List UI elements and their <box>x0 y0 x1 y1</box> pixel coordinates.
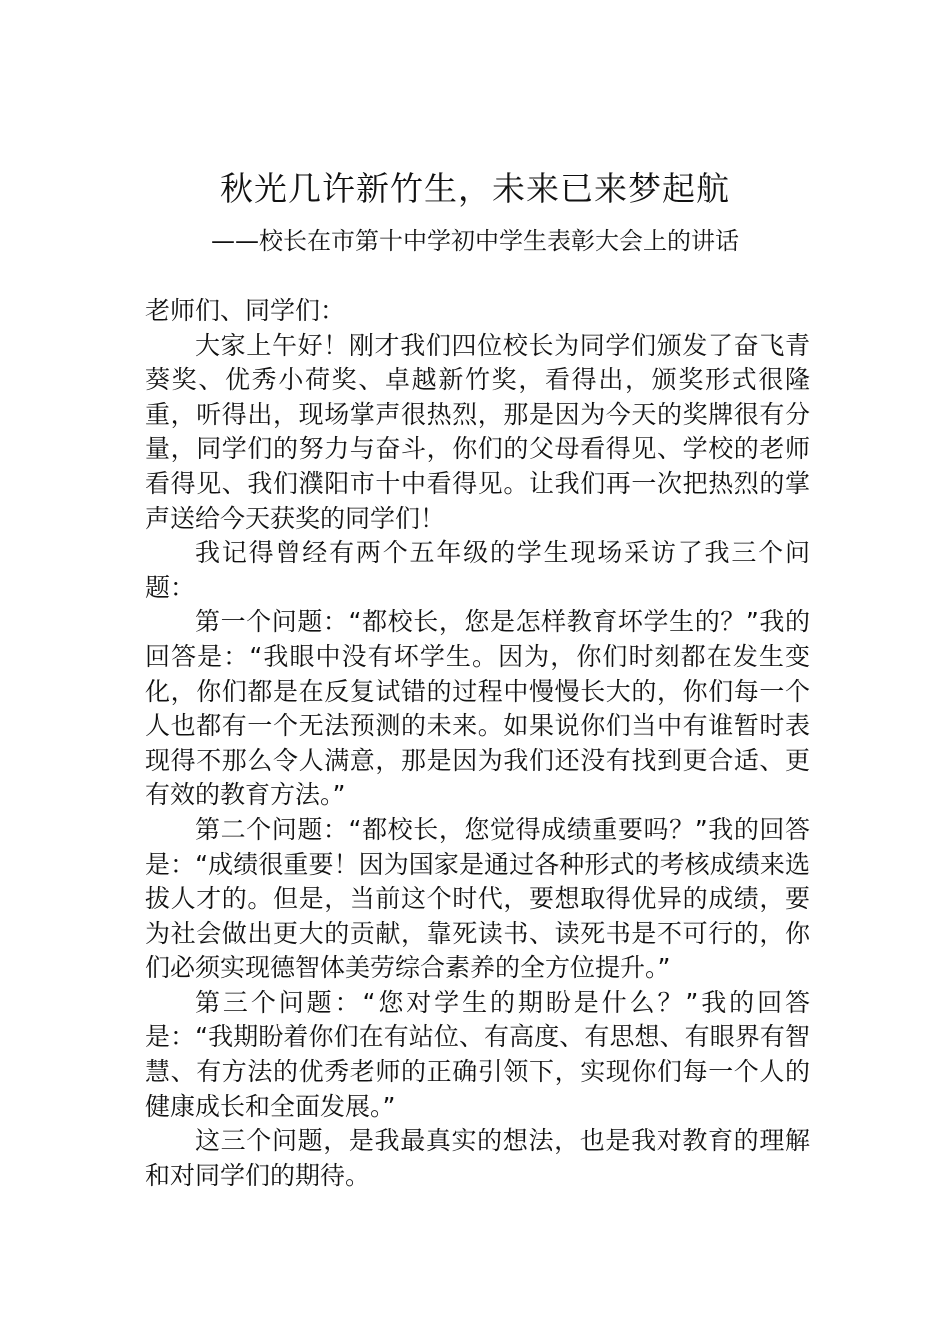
paragraph-interview-intro: 我记得曾经有两个五年级的学生现场采访了我三个问题： <box>145 538 810 602</box>
document-title: 秋光几许新竹生，未来已来梦起航 <box>220 169 730 208</box>
document-subtitle: ——校长在市第十中学初中学生表彰大会上的讲话 <box>211 227 739 255</box>
paragraph-question-three: 第三个问题：“您对学生的期盼是什么？”我的回答是：“我期盼着你们在有站位、有高度、有思想、有眼界有智慧、有方法的优秀老师的正确引领下，实现你们每一个人的健康成长和全面发展。” <box>145 987 810 1121</box>
paragraph-conclusion: 这三个问题，是我最真实的想法，也是我对教育的理解和对同学们的期待。 <box>145 1126 810 1190</box>
paragraph-greeting: 大家上午好！刚才我们四位校长为同学们颁发了奋飞青葵奖、优秀小荷奖、卓越新竹奖，看得出，颁奖形式很隆重，听得出，现场掌声很热烈，那是因为今天的奖牌很有分量，同学们的努力与奋斗，你们的父母看得见、学校的老师看得见、我们濮阳市十中看得见。让我们再一次把热烈的掌声送给今天获奖的同学们！ <box>145 330 810 533</box>
paragraph-question-one: 第一个问题：“都校长，您是怎样教育坏学生的？”我的回答是：“我眼中没有坏学生。因为，你们时刻都在发生变化，你们都是在反复试错的过程中慢慢长大的，你们每一个人也都有一个无法预测的未来。如果说你们当中有谁暂时表现得不那么令人满意，那是因为我们还没有找到更合适、更有效的教育方法。” <box>145 607 810 810</box>
document-body <box>145 294 810 1193</box>
salutation: 老师们、同学们： <box>145 296 346 325</box>
paragraph-question-two: 第二个问题：“都校长，您觉得成绩重要吗？”我的回答是：“成绩很重要！因为国家是通过各种形式的考核成绩来选拔人才的。但是，当前这个时代，要想取得优异的成绩，要为社会做出更大的贡献，靠死读书、读死书是不可行的，你们必须实现德智体美劳综合素养的全方位提升。” <box>145 814 810 983</box>
